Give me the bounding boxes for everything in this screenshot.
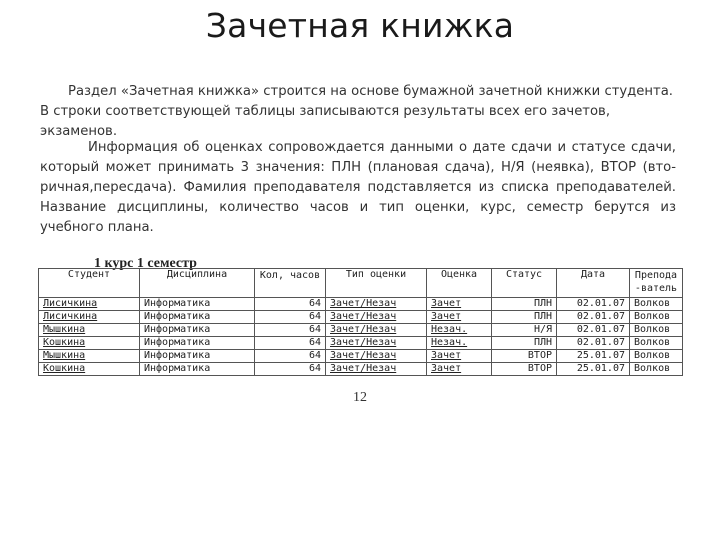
table-cell: Волков xyxy=(630,350,683,363)
column-header: Студент xyxy=(39,269,140,298)
table-cell: Информатика xyxy=(140,363,255,376)
column-header: Дата xyxy=(557,269,630,298)
column-header: Статус xyxy=(492,269,557,298)
page-title: Зачетная книжка xyxy=(205,6,515,45)
table-cell: 25.01.07 xyxy=(557,350,630,363)
table-cell: Незач. xyxy=(427,337,492,350)
table-cell: Волков xyxy=(630,337,683,350)
table-cell: Волков xyxy=(630,298,683,311)
table-cell: Зачет/Незач xyxy=(326,311,427,324)
table-cell: 02.01.07 xyxy=(557,337,630,350)
table-cell: 64 xyxy=(255,363,326,376)
table-cell: Н/Я xyxy=(492,324,557,337)
table-cell: 64 xyxy=(255,298,326,311)
table-cell: ПЛН xyxy=(492,311,557,324)
gradebook-heading: 1 курс 1 семестр xyxy=(94,256,197,271)
table-cell: Информатика xyxy=(140,324,255,337)
table-row xyxy=(39,337,683,350)
table-cell: Волков xyxy=(630,324,683,337)
gradebook-table xyxy=(38,268,683,376)
column-header: Тип оценки xyxy=(326,269,427,298)
table-cell: Кошкина xyxy=(39,337,140,350)
table-cell: ВТОР xyxy=(492,350,557,363)
table-cell: Зачет/Незач xyxy=(326,350,427,363)
table-cell: Мышкина xyxy=(39,350,140,363)
table-cell: ПЛН xyxy=(492,337,557,350)
table-cell: 25.01.07 xyxy=(557,363,630,376)
table-cell: Информатика xyxy=(140,311,255,324)
table-row xyxy=(39,324,683,337)
column-header: Дисциплина xyxy=(140,269,255,298)
gradebook-scan xyxy=(38,256,686,384)
table-cell: Зачет xyxy=(427,311,492,324)
table-cell: Мышкина xyxy=(39,324,140,337)
table-cell: 64 xyxy=(255,311,326,324)
table-cell: 02.01.07 xyxy=(557,324,630,337)
table-cell: Волков xyxy=(630,311,683,324)
page-number: 12 xyxy=(353,390,367,405)
table-cell: Зачет xyxy=(427,350,492,363)
table-cell: Кошкина xyxy=(39,363,140,376)
table-cell: 02.01.07 xyxy=(557,311,630,324)
table-cell: ПЛН xyxy=(492,298,557,311)
table-cell: Зачет xyxy=(427,363,492,376)
table-cell: Зачет/Незач xyxy=(326,324,427,337)
table-cell: Зачет/Незач xyxy=(326,363,427,376)
column-header: Кол, часов xyxy=(255,269,326,298)
table-cell: 64 xyxy=(255,337,326,350)
table-cell: 64 xyxy=(255,324,326,337)
table-cell: Зачет xyxy=(427,298,492,311)
table-cell: Волков xyxy=(630,363,683,376)
table-cell: Лисичкина xyxy=(39,311,140,324)
table-cell: ВТОР xyxy=(492,363,557,376)
intro-paragraph: Раздел «Зачетная книжка» строится на основе бумажной зачетной книжки студента. В строки соответствующей таблицы записываются результаты всех его зачетов, экзаменов. xyxy=(40,84,673,139)
table-cell: Информатика xyxy=(140,350,255,363)
table-cell: Информатика xyxy=(140,337,255,350)
info-paragraph: Информация об оценках сопровождается данными о дате сдачи и статусе сдачи, который может принимать 3 значения: ПЛН (плановая сдача), Н/Я (неявка), ВТОР (вто-ричная,пересдача). Фамилия преподавателя подставляется из списка преподавателей. Название дисциплины, количество часов и тип оценки, курс, семестр берутся из учебного плана. xyxy=(40,140,676,235)
table-cell: Незач. xyxy=(427,324,492,337)
table-cell: 02.01.07 xyxy=(557,298,630,311)
table-cell: Зачет/Незач xyxy=(326,298,427,311)
table-cell: Лисичкина xyxy=(39,298,140,311)
table-row xyxy=(39,311,683,324)
table-cell: Информатика xyxy=(140,298,255,311)
table-row xyxy=(39,350,683,363)
table-cell: Зачет/Незач xyxy=(326,337,427,350)
table-cell: 64 xyxy=(255,350,326,363)
table-header-row xyxy=(39,269,683,298)
table-row xyxy=(39,298,683,311)
column-header: Препода-ватель xyxy=(630,269,683,298)
table-row xyxy=(39,363,683,376)
column-header: Оценка xyxy=(427,269,492,298)
